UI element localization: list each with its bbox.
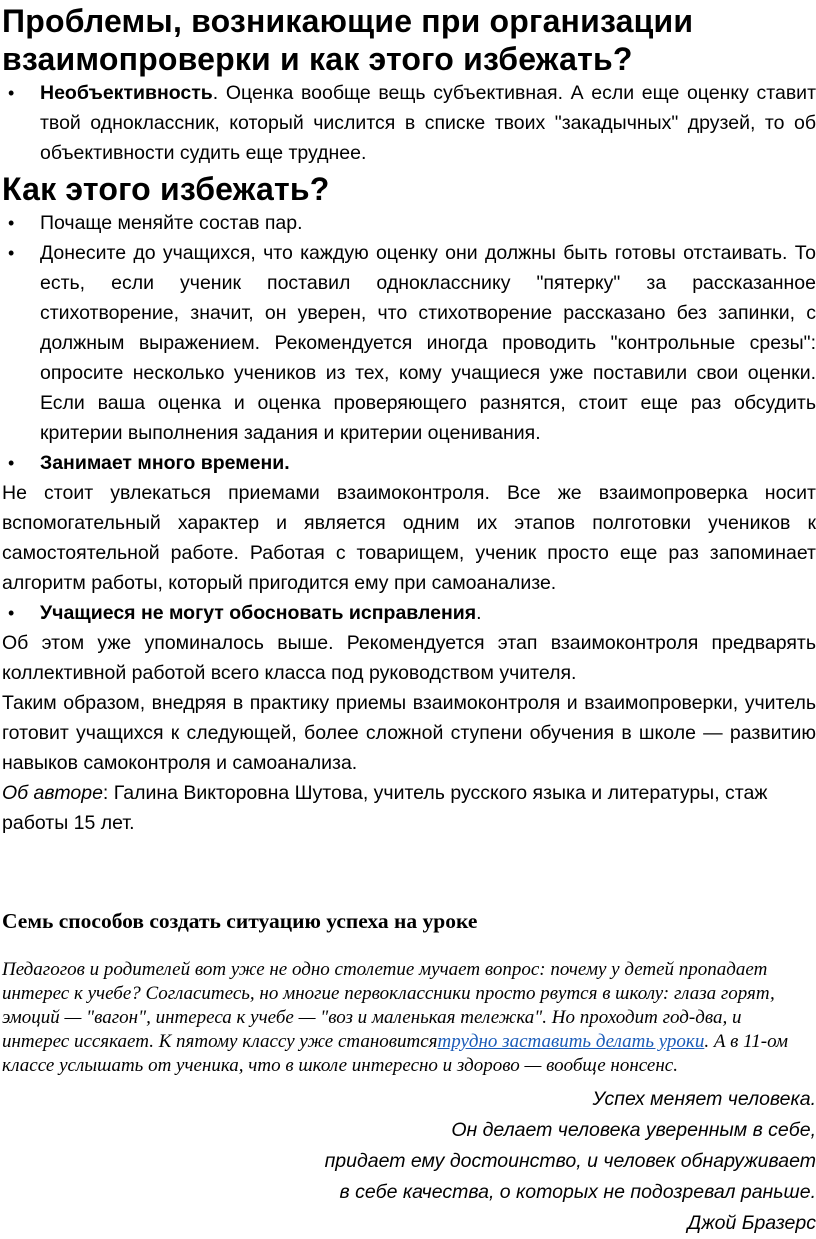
quote-line: Он делает человека уверенным в себе, bbox=[451, 1119, 816, 1141]
problem-label: Занимает много времени. bbox=[40, 452, 290, 474]
quote-line: Успех меняет человека. bbox=[592, 1088, 816, 1110]
list-item bbox=[2, 448, 816, 478]
quote-line: в себе качества, о которых не подозревал раньше. bbox=[339, 1181, 816, 1203]
intro-text: Педагогов и родителей вот уже не одно столетие мучает вопрос: почему у детей пропадает интерес к учебе? Согласитесь, но многие первоклассники просто рвутся в школу: глаза горят, эмоций — "вагон", интереса к учебе — "воз и маленькая тележка". Но проходит год-два, и интерес иссякает. К пятому классу уже становится bbox=[2, 959, 775, 1052]
avoid-list bbox=[2, 208, 816, 478]
problem-text: . Оценка вообще вещь субъективная. А если еще оценку ставит твой одноклассник, который числится в списке твоих "закадычных" друзей, то об объективности судить еще труднее. bbox=[40, 82, 816, 164]
quote-author: Джой Бразерс bbox=[687, 1212, 816, 1234]
author-paragraph bbox=[2, 778, 816, 838]
problem-label: Учащиеся не могут обосновать исправления bbox=[40, 602, 477, 624]
quote-line: придает ему достоинство, и человек обнаруживает bbox=[324, 1150, 816, 1172]
problem-list-3 bbox=[2, 598, 816, 628]
author-label: Об авторе bbox=[2, 782, 103, 804]
conclusion-paragraph: Таким образом, внедряя в практику приемы взаимоконтроля и взаимопроверки, учитель готовит учащихся к следующей, более сложной ступени обучения в школе — развитию навыков самоконтроля и самоанализа. bbox=[2, 692, 816, 774]
article-title: Семь способов создать ситуацию успеха на уроке bbox=[2, 909, 478, 933]
intro-link[interactable]: трудно заставить делать уроки bbox=[437, 1031, 705, 1052]
list-item: • Почаще меняйте состав пар. bbox=[2, 208, 816, 238]
intro-text-end: . А в 11-ом классе услышать от ученика, что в школе интересно и здорово — вообще нонсенс. bbox=[2, 1031, 789, 1076]
problem-label: Необъективность bbox=[40, 82, 213, 104]
heading-avoid: Как этого избежать? bbox=[2, 171, 330, 207]
author-text: : Галина Викторовна Шутова, учитель русского языка и литературы, стаж работы 15 лет. bbox=[2, 782, 768, 834]
paragraph: Не стоит увлекаться приемами взаимоконтроля. Все же взаимопроверка носит вспомогательный характер и является одним их этапов полготовки учеников к самостоятельной работе. Работая с товарищем, ученик просто еще раз запоминает алгоритм работы, который пригодится ему при самоанализе. bbox=[2, 482, 816, 594]
list-item: • Донесите до учащихся, что каждую оценку они должны быть готовы отстаивать. То есть, если ученик поставил однокласснику "пятерку" за рассказанное стихотворение, значит, он уверен, что стихотворение рассказано без запинки, с должным выражением. Рекомендуется иногда проводить "контрольные срезы": опросите несколько учеников из тех, кому учащиеся уже поставили свои оценки. Если ваша оценка и оценка проверяющего разнятся, стоит еще раз обсудить критерии выполнения задания и критерии оценивания. bbox=[2, 238, 816, 448]
problem-list-1 bbox=[2, 78, 816, 168]
label-suffix: . bbox=[476, 602, 482, 624]
list-item bbox=[2, 598, 816, 628]
epigraph-quote bbox=[2, 1084, 816, 1239]
heading-problems: Проблемы, возникающие при организации взаимопроверки и как этого избежать? bbox=[2, 3, 694, 77]
list-item bbox=[2, 78, 816, 168]
article-intro bbox=[2, 958, 816, 1078]
paragraph: Об этом уже упоминалось выше. Рекомендуется этап взаимоконтроля предварять коллективной работой всего класса под руководством учителя. bbox=[2, 632, 816, 684]
